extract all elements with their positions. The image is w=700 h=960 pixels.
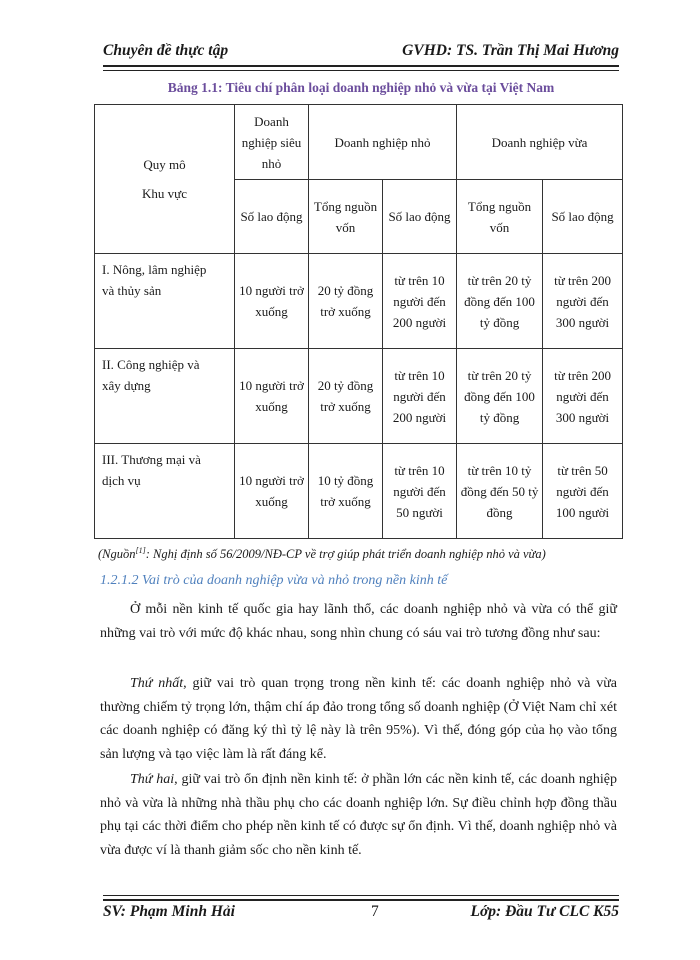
corner-header-cell — [95, 105, 235, 254]
paragraph-first-role — [100, 672, 617, 766]
header-rule-thin — [103, 70, 619, 71]
small-capital-cell: 10 tỷ đồng trở xuống — [309, 444, 383, 539]
classification-table — [94, 104, 623, 539]
subheader-small-labor: Số lao động — [383, 180, 457, 254]
region-cell — [95, 254, 235, 349]
header-title: Chuyên đề thực tập — [103, 42, 229, 59]
micro-labor-cell: 10 người trở xuống — [235, 254, 309, 349]
page-header — [103, 42, 619, 66]
subheader-medium-labor: Số lao động — [543, 180, 623, 254]
small-capital-cell: 20 tỷ đồng trở xuống — [309, 254, 383, 349]
small-labor-cell: từ trên 10 người đến 50 người — [383, 444, 457, 539]
paragraph-intro: Ở mỗi nền kinh tế quốc gia hay lãnh thổ, các doanh nghiệp nhỏ và vừa có thể giữ những vai trò với mức độ khác nhau, song nhìn chung có sáu vai trò tương đồng như sau: — [100, 602, 617, 641]
header-rule-thick — [103, 65, 619, 67]
footer-rule-thin — [103, 895, 619, 896]
region-label-line1: II. Công nghiệp và — [102, 357, 200, 372]
paragraph-lead: Thứ nhất — [130, 676, 184, 691]
medium-labor-cell: từ trên 200 người đến 300 người — [543, 349, 623, 444]
table-row — [95, 254, 623, 349]
col-header-small: Doanh nghiệp nhỏ — [309, 105, 457, 180]
paragraph-second-role — [100, 768, 617, 862]
region-cell — [95, 444, 235, 539]
col-header-medium: Doanh nghiệp vừa — [457, 105, 623, 180]
subheader-medium-capital: Tổng nguồn vốn — [457, 180, 543, 254]
region-label-line1: I. Nông, lâm nghiệp — [102, 262, 207, 277]
table-caption: Bảng 1.1: Tiêu chí phân loại doanh nghiệp nhỏ và vừa tại Việt Nam — [167, 80, 555, 95]
medium-capital-cell: từ trên 10 tỷ đồng đến 50 tỷ đồng — [457, 444, 543, 539]
footer-rule-thick — [103, 899, 619, 901]
small-labor-cell: từ trên 10 người đến 200 người — [383, 349, 457, 444]
small-capital-cell: 20 tỷ đồng trở xuống — [309, 349, 383, 444]
table-header-row — [95, 105, 623, 180]
region-label-line1: III. Thương mại và — [102, 452, 201, 467]
page-footer — [103, 903, 619, 927]
paragraph-text: , giữ vai trò quan trọng trong nền kinh tế: các doanh nghiệp nhỏ và vừa thường chiếm tỷ trọng lớn, thậm chí áp đảo trong tổng số doanh nghiệp (Ở Việt Nam chỉ xét các doanh nghiệp có đăng ký thì tỷ lệ này là trên 95%). Vì thế, đóng góp của họ vào tổng sản lượng và tạo việc làm là rất đáng kể. — [100, 676, 617, 762]
region-cell — [95, 349, 235, 444]
medium-labor-cell: từ trên 200 người đến 300 người — [543, 254, 623, 349]
footer-student: SV: Phạm Minh Hải — [103, 903, 235, 920]
paragraph-lead: Thứ hai — [130, 772, 175, 787]
page-number: 7 — [371, 903, 379, 920]
header-supervisor: GVHD: TS. Trần Thị Mai Hương — [402, 42, 619, 59]
table-row — [95, 349, 623, 444]
paragraph-text: , giữ vai trò ổn định nền kinh tế: ở phần lớn các nền kinh tế, các doanh nghiệp nhỏ và vừa là những nhà thầu phụ cho các doanh nghiệp lớn. Sự điều chỉnh hợp đồng thầu phụ tại các thời điểm cho phép nền kinh tế có được sự ổn định. Vì thế, doanh nghiệp nhỏ và vừa được ví là thanh giảm sốc cho nền kinh tế. — [100, 772, 618, 858]
subheader-small-capital: Tổng nguồn vốn — [309, 180, 383, 254]
region-label-line2: dịch vụ — [102, 473, 141, 488]
source-reference: [1] — [135, 546, 146, 555]
micro-labor-cell: 10 người trở xuống — [235, 349, 309, 444]
corner-label-scale: Quy mô — [143, 157, 186, 172]
source-prefix: (Nguồn — [98, 547, 136, 562]
region-label-line2: và thủy sản — [102, 283, 162, 298]
table-source-note — [98, 546, 623, 562]
footer-class: Lớp: Đầu Tư CLC K55 — [470, 903, 619, 920]
medium-labor-cell: từ trên 50 người đến 100 người — [543, 444, 623, 539]
region-label-line2: xây dựng — [102, 378, 151, 393]
medium-capital-cell: từ trên 20 tỷ đồng đến 100 tỷ đồng — [457, 349, 543, 444]
section-heading: 1.2.1.2 Vai trò của doanh nghiệp vừa và nhỏ trong nền kinh tế — [100, 573, 448, 588]
col-header-micro: Doanh nghiệp siêu nhỏ — [235, 105, 309, 180]
source-text: : Nghị định số 56/2009/NĐ-CP về trợ giúp phát triển doanh nghiệp nhỏ và vừa) — [145, 547, 546, 562]
corner-label-sector: Khu vực — [142, 186, 187, 201]
small-labor-cell: từ trên 10 người đến 200 người — [383, 254, 457, 349]
micro-labor-cell: 10 người trở xuống — [235, 444, 309, 539]
subheader-micro-labor: Số lao động — [235, 180, 309, 254]
table-row — [95, 444, 623, 539]
medium-capital-cell: từ trên 20 tỷ đồng đến 100 tỷ đồng — [457, 254, 543, 349]
